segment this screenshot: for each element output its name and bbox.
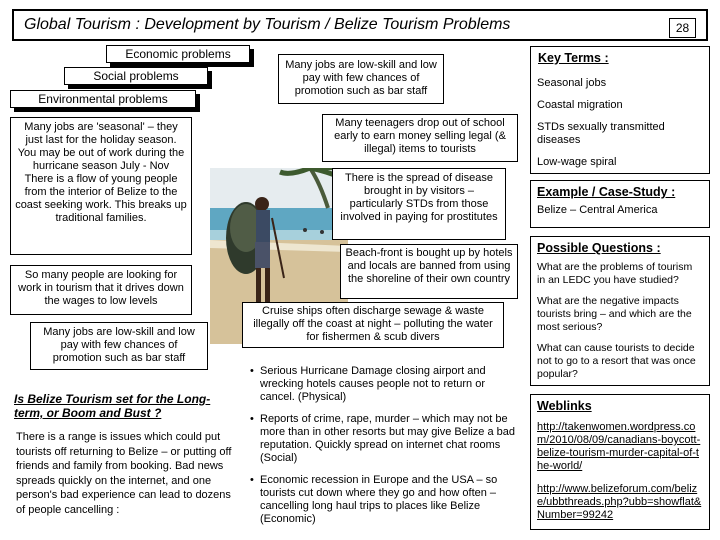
seasonal-jobs-box bbox=[10, 117, 192, 255]
risk-factor-recession: • Economic recession in Europe and the USA – so tourists cut down where they go and how often – cancelling long haul trips to places like Belize (Economic) bbox=[250, 474, 516, 526]
page-title: Global Tourism : Development by Tourism / Belize Tourism Problems bbox=[24, 16, 511, 33]
cruise-ships-box bbox=[242, 302, 504, 348]
low-wages-box bbox=[10, 265, 192, 315]
question-2: What are the negative impacts tourists bring – and which are the most serious? bbox=[537, 295, 692, 333]
social-problems-label: Social problems bbox=[64, 67, 208, 85]
weblinks-box bbox=[530, 394, 710, 530]
weblink-belizeforum[interactable]: http://www.belizeforum.com/belize/ubbthreads.php?ubb=showflat&Number=99242 bbox=[537, 483, 702, 521]
low-skill-box-left bbox=[30, 322, 208, 370]
example-heading: Example / Case-Study : bbox=[537, 185, 676, 199]
key-terms-heading: Key Terms : bbox=[538, 51, 609, 65]
example-text: Belize – Central America bbox=[537, 204, 658, 216]
question-1: What are the problems of tourism in an LEDC you have studied? bbox=[537, 261, 693, 286]
key-term-coastal-migration: Coastal migration bbox=[537, 99, 623, 111]
low-skill-box-middle bbox=[278, 54, 444, 104]
slide-header bbox=[12, 9, 708, 41]
example-box bbox=[530, 180, 710, 228]
seasonal-jobs-text: Many jobs are 'seasonal' – they just last for the holiday season. You may be out of work during the hurricane season July - Nov bbox=[17, 121, 185, 172]
low-skill-text-left: Many jobs are low-skill and low pay with few chances of promotion such as bar staff bbox=[43, 326, 195, 364]
possible-questions-heading: Possible Questions : bbox=[537, 241, 661, 255]
risk-factor-hurricane: • Serious Hurricane Damage closing airport and wrecking hotels causes people not to return or cancel. (Physical) bbox=[250, 365, 516, 404]
question-3: What can cause tourists to decide not to go to a resort that was once popular? bbox=[537, 342, 696, 380]
weblinks-heading: Weblinks bbox=[537, 399, 592, 413]
disease-box bbox=[332, 168, 506, 240]
key-question: Is Belize Tourism set for the Long-term, or Boom and Bust ? bbox=[14, 392, 211, 420]
risk-factors-list bbox=[250, 365, 516, 535]
low-skill-text-middle: Many jobs are low-skill and low pay with few chances of promotion such as bar staff bbox=[285, 59, 437, 97]
economic-problems-label: Economic problems bbox=[106, 45, 250, 63]
range-of-issues-text: There is a range is issues which could put tourists off returning to Belize – or putting off friends and family from booking. Bad news spreads quickly on the internet, and one person's bad experience can lead to dozens of people cancelling : bbox=[16, 431, 232, 516]
beach-front-box bbox=[340, 244, 518, 299]
key-term-stds: STDs sexually transmitted diseases bbox=[537, 121, 665, 146]
key-term-seasonal: Seasonal jobs bbox=[537, 77, 607, 89]
key-term-low-wage-spiral: Low-wage spiral bbox=[537, 156, 617, 168]
teenagers-text: Many teenagers drop out of school early to earn money selling legal (& illegal) items to tourists bbox=[334, 117, 506, 155]
disease-text: There is the spread of disease brought in by visitors – particularly STDs from those involved in paying for prostitutes bbox=[340, 172, 498, 223]
teenagers-box bbox=[322, 114, 518, 162]
possible-questions-box bbox=[530, 236, 710, 386]
low-wages-text: So many people are looking for work in tourism that it drives down the wages to low levels bbox=[18, 269, 184, 307]
risk-factor-crime: • Reports of crime, rape, murder – which may not be more than in other resorts but may give Belize a bad reputation. Quickly spread on internet chat rooms (Social) bbox=[250, 413, 516, 465]
environmental-problems-label: Environmental problems bbox=[10, 90, 196, 108]
coastal-migration-text: There is a flow of young people from the interior of Belize to the coast seeking work. This breaks up traditional families. bbox=[15, 173, 187, 224]
key-terms-box bbox=[530, 46, 710, 174]
beach-front-text: Beach-front is bought up by hotels and locals are banned from using the shoreline of their own country bbox=[345, 247, 513, 285]
page-number: 28 bbox=[669, 18, 696, 38]
weblink-takenwomen[interactable]: http://takenwomen.wordpress.com/2010/08/09/canadians-boycott-belize-tourism-murder-capital-of-the-world/ bbox=[537, 421, 701, 472]
cruise-ships-text: Cruise ships often discharge sewage & waste illegally off the coast at night – polluting the water for fishermen & scub divers bbox=[253, 305, 493, 343]
